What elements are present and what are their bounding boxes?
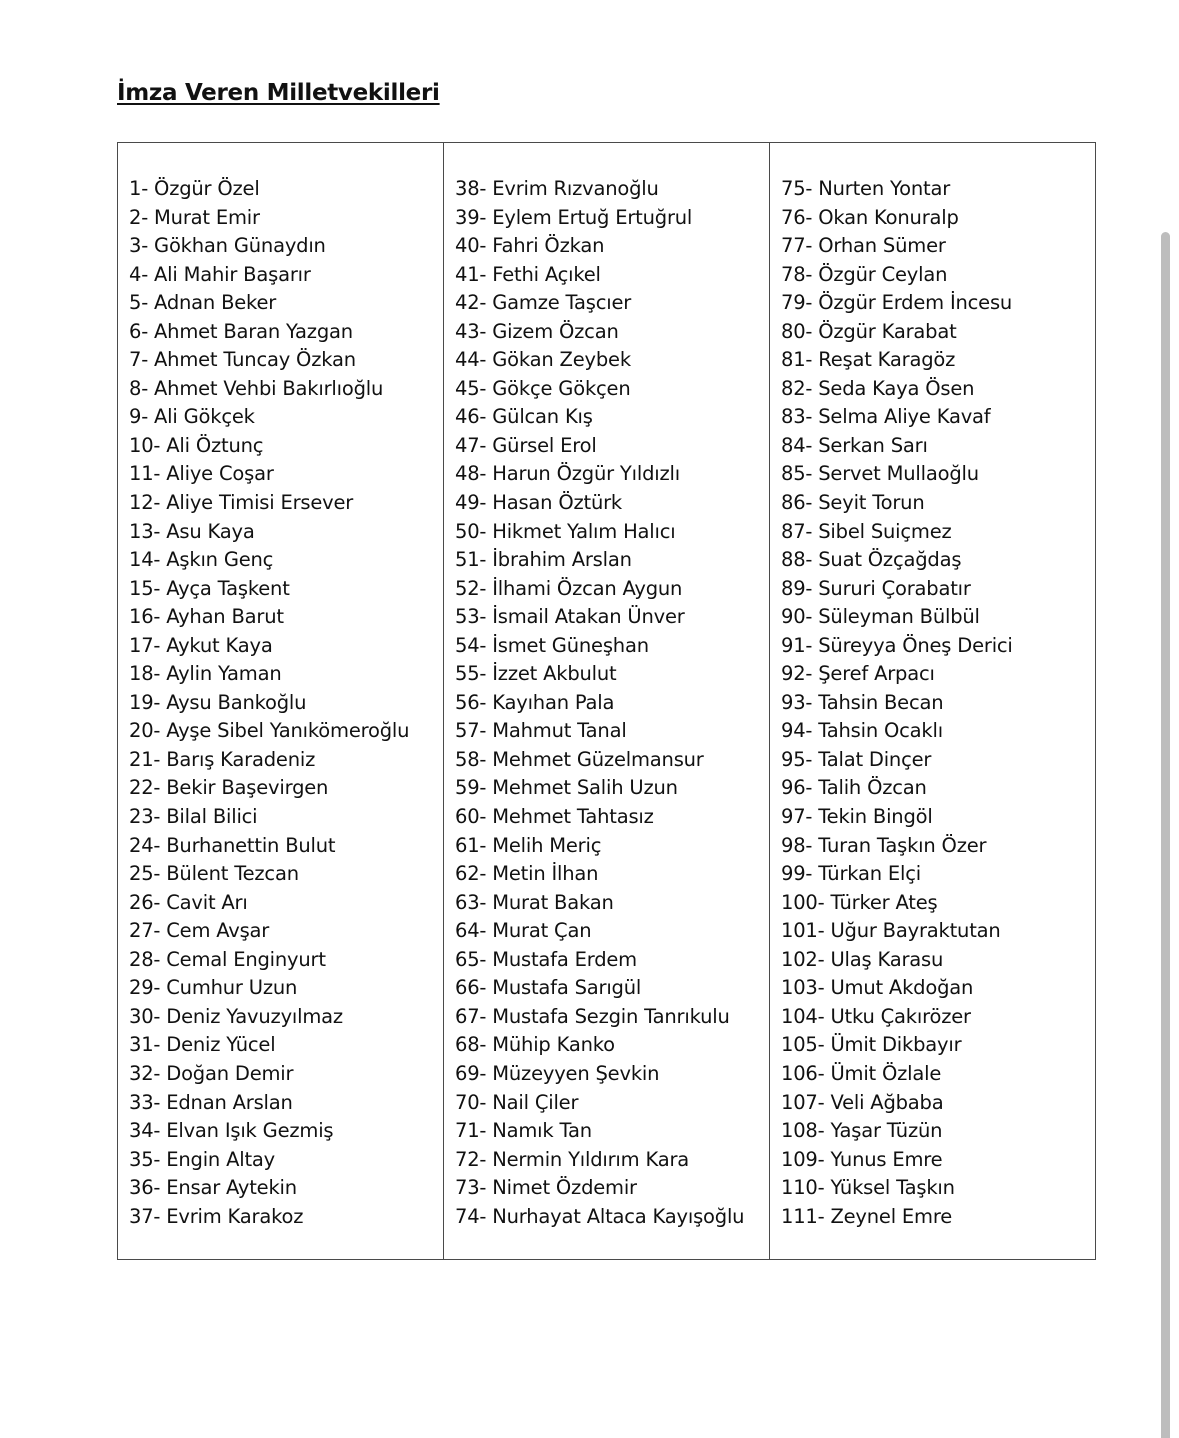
vertical-scrollbar[interactable] <box>1161 232 1170 1438</box>
signer-list-item: 78- Özgür Ceylan <box>781 262 948 286</box>
signer-list-item: 52- İlhami Özcan Aygun <box>455 576 683 600</box>
signer-list-item: 105- Ümit Dikbayır <box>781 1033 962 1057</box>
signer-list-item: 79- Özgür Erdem İncesu <box>781 291 1013 315</box>
signer-list-item: 13- Asu Kaya <box>129 519 255 543</box>
signer-list-item: 103- Umut Akdoğan <box>781 976 974 1000</box>
signer-list-item: 102- Ulaş Karasu <box>781 947 944 971</box>
signers-column-2 <box>444 143 770 1259</box>
signer-list-item: 35- Engin Altay <box>129 1147 275 1171</box>
signer-list-item: 22- Bekir Başevirgen <box>129 776 329 800</box>
signer-list-item: 107- Veli Ağbaba <box>781 1090 944 1114</box>
signer-list-item: 4- Ali Mahir Başarır <box>129 262 311 286</box>
signer-list-item: 25- Bülent Tezcan <box>129 862 299 886</box>
signer-list-item: 70- Nail Çiler <box>455 1090 579 1114</box>
signer-list-item: 21- Barış Karadeniz <box>129 747 316 771</box>
signer-list-item: 58- Mehmet Güzelmansur <box>455 747 704 771</box>
signer-list-item: 84- Serkan Sarı <box>781 433 928 457</box>
signer-list-item: 8- Ahmet Vehbi Bakırlıoğlu <box>129 376 384 400</box>
signer-list-item: 85- Servet Mullaoğlu <box>781 462 979 486</box>
signer-list-item: 55- İzzet Akbulut <box>455 662 617 686</box>
signer-list-item: 82- Seda Kaya Ösen <box>781 376 975 400</box>
signer-list-item: 32- Doğan Demir <box>129 1061 294 1085</box>
signer-list-item: 49- Hasan Öztürk <box>455 491 623 515</box>
signer-list-item: 76- Okan Konuralp <box>781 205 959 229</box>
signer-list-item: 53- İsmail Atakan Ünver <box>455 605 685 629</box>
signers-column-1 <box>118 143 444 1259</box>
signer-list-item: 92- Şeref Arpacı <box>781 662 935 686</box>
signer-list-item: 31- Deniz Yücel <box>129 1033 276 1057</box>
signer-list-item: 73- Nimet Özdemir <box>455 1176 637 1200</box>
signer-list-item: 6- Ahmet Baran Yazgan <box>129 319 353 343</box>
signers-table <box>117 142 1096 1260</box>
signer-list-item: 14- Aşkın Genç <box>129 548 274 572</box>
signer-list-item: 63- Murat Bakan <box>455 890 614 914</box>
signer-list-item: 39- Eylem Ertuğ Ertuğrul <box>455 205 693 229</box>
signer-list-item: 95- Talat Dinçer <box>781 747 932 771</box>
signer-list-item: 16- Ayhan Barut <box>129 605 284 629</box>
signer-list-item: 50- Hikmet Yalım Halıcı <box>455 519 676 543</box>
signer-list-item: 72- Nermin Yıldırım Kara <box>455 1147 690 1171</box>
signer-list-item: 56- Kayıhan Pala <box>455 690 615 714</box>
signer-list-item: 64- Murat Çan <box>455 919 592 943</box>
signer-list-item: 98- Turan Taşkın Özer <box>781 833 987 857</box>
signer-list-item: 94- Tahsin Ocaklı <box>781 719 943 743</box>
signer-list-item: 23- Bilal Bilici <box>129 805 258 829</box>
signer-list-item: 40- Fahri Özkan <box>455 234 605 258</box>
signer-list-item: 110- Yüksel Taşkın <box>781 1176 955 1200</box>
signer-list-item: 36- Ensar Aytekin <box>129 1176 297 1200</box>
signer-list-item: 20- Ayşe Sibel Yanıkömeroğlu <box>129 719 410 743</box>
signer-list-item: 43- Gizem Özcan <box>455 319 619 343</box>
signer-list-item: 80- Özgür Karabat <box>781 319 957 343</box>
signer-list-item: 17- Aykut Kaya <box>129 633 273 657</box>
signer-list-item: 51- İbrahim Arslan <box>455 548 632 572</box>
signer-list-item: 88- Suat Özçağdaş <box>781 548 962 572</box>
signer-list-item: 18- Aylin Yaman <box>129 662 282 686</box>
signer-list-item: 12- Aliye Timisi Ersever <box>129 491 354 515</box>
signer-list-item: 96- Talih Özcan <box>781 776 927 800</box>
signer-list-item: 37- Evrim Karakoz <box>129 1204 304 1228</box>
signer-list-item: 60- Mehmet Tahtasız <box>455 805 654 829</box>
signer-list-item: 38- Evrim Rızvanoğlu <box>455 177 659 200</box>
signer-list-item: 111- Zeynel Emre <box>781 1204 953 1228</box>
signer-list-item: 67- Mustafa Sezgin Tanrıkulu <box>455 1004 730 1028</box>
signer-list-item: 104- Utku Çakırözer <box>781 1004 971 1028</box>
signer-list-item: 41- Fethi Açıkel <box>455 262 601 286</box>
signer-list-item: 45- Gökçe Gökçen <box>455 376 631 400</box>
signer-list-item: 33- Ednan Arslan <box>129 1090 293 1114</box>
signer-list-item: 68- Mühip Kanko <box>455 1033 615 1057</box>
signer-list-item: 74- Nurhayat Altaca Kayışoğlu <box>455 1204 745 1228</box>
signers-column-3 <box>770 143 1095 1259</box>
signer-list-item: 5- Adnan Beker <box>129 291 277 315</box>
signer-list-item: 61- Melih Meriç <box>455 833 602 857</box>
signer-list-item: 86- Seyit Torun <box>781 491 925 515</box>
signer-list-item: 1- Özgür Özel <box>129 177 260 200</box>
signer-list-item: 106- Ümit Özlale <box>781 1061 942 1085</box>
signer-list-item: 54- İsmet Güneşhan <box>455 633 649 657</box>
signer-list-item: 108- Yaşar Tüzün <box>781 1119 943 1143</box>
signer-list-item: 10- Ali Öztunç <box>129 433 264 457</box>
signer-list-item: 7- Ahmet Tuncay Özkan <box>129 348 356 372</box>
signer-list-item: 109- Yunus Emre <box>781 1147 943 1171</box>
signer-list-item: 48- Harun Özgür Yıldızlı <box>455 462 680 486</box>
signer-list-item: 89- Sururi Çorabatır <box>781 576 971 600</box>
signer-list-item: 62- Metin İlhan <box>455 862 599 886</box>
signer-list-item: 3- Gökhan Günaydın <box>129 234 326 258</box>
signer-list-item: 81- Reşat Karagöz <box>781 348 956 372</box>
signer-list-item: 59- Mehmet Salih Uzun <box>455 776 678 800</box>
signers-list <box>455 175 769 1231</box>
signer-list-item: 57- Mahmut Tanal <box>455 719 627 743</box>
signer-list-item: 69- Müzeyyen Şevkin <box>455 1061 660 1085</box>
signer-list-item: 65- Mustafa Erdem <box>455 947 637 971</box>
signer-list-item: 75- Nurten Yontar <box>781 177 951 200</box>
signer-list-item: 42- Gamze Taşcıer <box>455 291 632 315</box>
signer-list-item: 97- Tekin Bingöl <box>781 805 933 829</box>
signer-list-item: 9- Ali Gökçek <box>129 405 255 429</box>
signer-list-item: 30- Deniz Yavuzyılmaz <box>129 1004 343 1028</box>
signer-list-item: 90- Süleyman Bülbül <box>781 605 980 629</box>
signer-list-item: 71- Namık Tan <box>455 1119 592 1143</box>
signer-list-item: 66- Mustafa Sarıgül <box>455 976 642 1000</box>
signer-list-item: 2- Murat Emir <box>129 205 260 229</box>
signer-list-item: 44- Gökan Zeybek <box>455 348 631 372</box>
signer-list-item: 11- Aliye Coşar <box>129 462 274 486</box>
signer-list-item: 47- Gürsel Erol <box>455 433 597 457</box>
signer-list-item: 101- Uğur Bayraktutan <box>781 919 1001 943</box>
signer-list-item: 46- Gülcan Kış <box>455 405 593 429</box>
signers-list <box>781 175 1095 1231</box>
signers-list <box>129 175 443 1231</box>
signer-list-item: 87- Sibel Suiçmez <box>781 519 952 543</box>
signer-list-item: 28- Cemal Enginyurt <box>129 947 326 971</box>
signer-list-item: 77- Orhan Sümer <box>781 234 946 258</box>
signer-list-item: 24- Burhanettin Bulut <box>129 833 336 857</box>
signer-list-item: 15- Ayça Taşkent <box>129 576 290 600</box>
signer-list-item: 19- Aysu Bankoğlu <box>129 690 307 714</box>
signer-list-item: 91- Süreyya Öneş Derici <box>781 633 1013 657</box>
signer-list-item: 27- Cem Avşar <box>129 919 270 943</box>
page-title: İmza Veren Milletvekilleri <box>117 80 440 106</box>
signer-list-item: 34- Elvan Işık Gezmiş <box>129 1119 334 1143</box>
signer-list-item: 26- Cavit Arı <box>129 890 248 914</box>
signer-list-item: 99- Türkan Elçi <box>781 862 921 886</box>
signer-list-item: 83- Selma Aliye Kavaf <box>781 405 991 429</box>
signer-list-item: 100- Türker Ateş <box>781 890 938 914</box>
signer-list-item: 29- Cumhur Uzun <box>129 976 298 1000</box>
signer-list-item: 93- Tahsin Becan <box>781 690 944 714</box>
